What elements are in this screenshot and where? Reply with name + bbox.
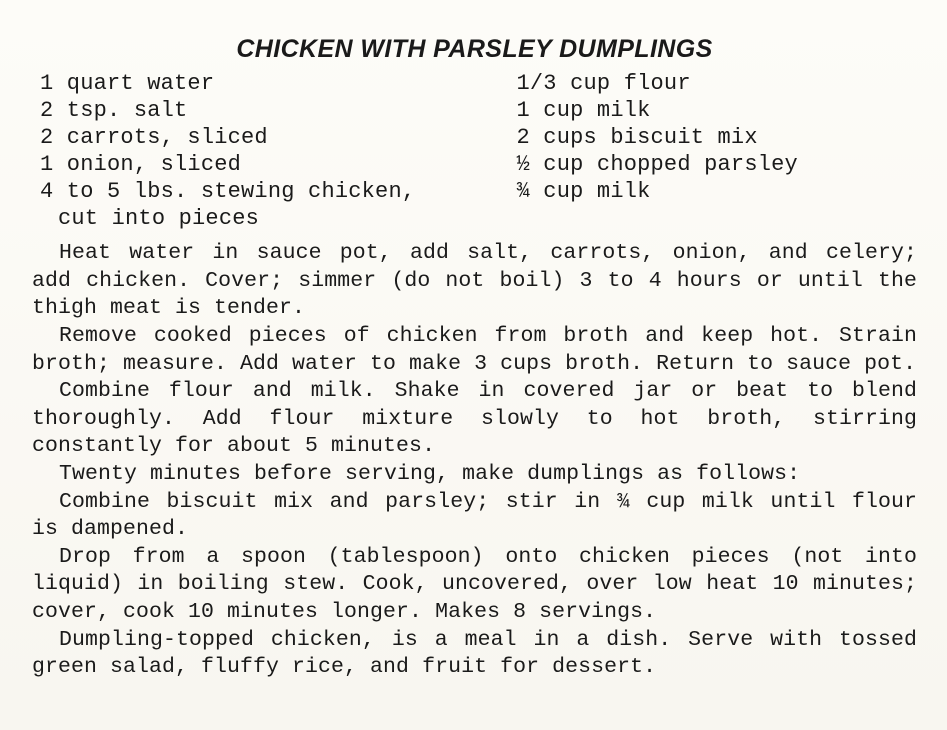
- ingredient-line: ½ cup chopped parsley: [516, 152, 798, 178]
- ingredient-line: 2 tsp. salt: [40, 98, 188, 124]
- instruction-paragraph: Dumpling-topped chicken, is a meal in a dish. Serve with tossed green salad, fluffy rice, and fruit for dessert.: [32, 627, 917, 680]
- instruction-paragraph: Combine flour and milk. Shake in covered jar or beat to blend thoroughly. Add flour mixture slowly to hot broth, stirring constantly for about 5 minutes.: [32, 379, 917, 459]
- instruction-paragraph: Remove cooked pieces of chicken from broth and keep hot. Strain broth; measure. Add water to make 3 cups broth. Return to sauce pot.: [32, 324, 917, 376]
- instructions-section: [32, 240, 917, 682]
- ingredients-section: [32, 70, 917, 232]
- ingredients-left-column: [32, 70, 475, 232]
- ingredient-line: ¾ cup milk: [516, 179, 651, 205]
- ingredient-line: 2 cups biscuit mix: [516, 125, 758, 151]
- ingredient-line: 1 cup milk: [516, 98, 651, 124]
- ingredient-line: 1 quart water: [40, 71, 215, 97]
- ingredient-line: 4 to 5 lbs. stewing chicken,: [40, 179, 416, 205]
- instruction-paragraph: Combine biscuit mix and parsley; stir in ¾ cup milk until flour is dampened.: [32, 489, 917, 542]
- recipe-title: CHICKEN WITH PARSLEY DUMPLINGS: [236, 35, 713, 63]
- ingredient-line: 1 onion, sliced: [40, 152, 242, 178]
- ingredient-line: cut into pieces: [58, 206, 260, 232]
- ingredient-line: 1/3 cup flour: [516, 71, 691, 97]
- instruction-paragraph: Heat water in sauce pot, add salt, carrots, onion, and celery; add chicken. Cover; simmer (do not boil) 3 to 4 hours or until the thigh meat is tender.: [32, 241, 917, 321]
- instruction-paragraph: Drop from a spoon (tablespoon) onto chicken pieces (not into liquid) in boiling stew. Cook, uncovered, over low heat 10 minutes; cover, cook 10 minutes longer. Makes 8 servings.: [32, 544, 917, 624]
- ingredient-line: 2 carrots, sliced: [40, 125, 268, 151]
- instruction-paragraph: Twenty minutes before serving, make dumplings as follows:: [59, 462, 801, 486]
- ingredients-right-column: [475, 70, 918, 232]
